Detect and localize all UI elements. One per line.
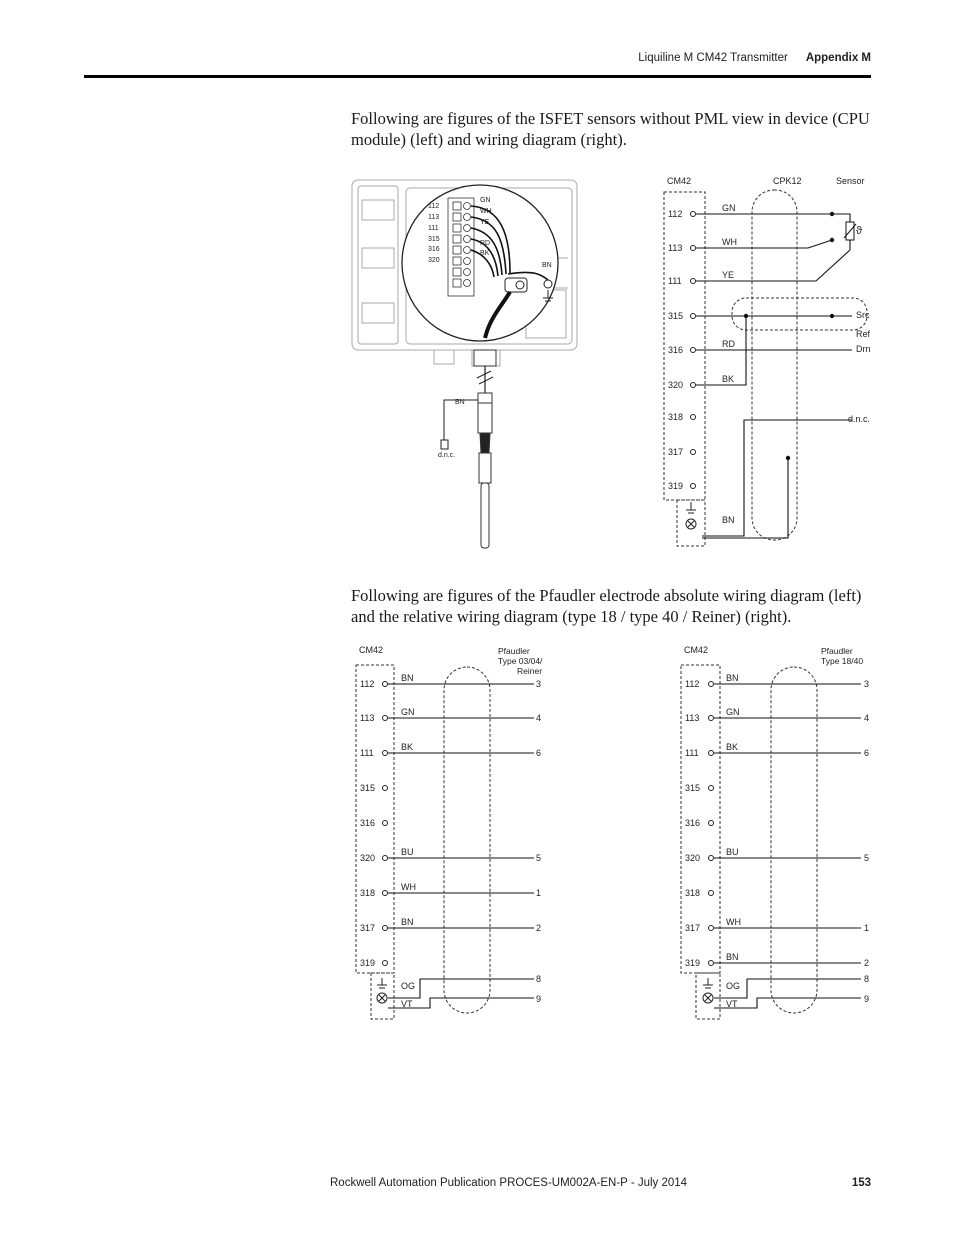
isfet-terminal-320: 320	[668, 380, 684, 390]
device-terminal-315: 315	[428, 236, 440, 243]
pfr-pin-8: 8	[864, 974, 870, 984]
pfr-wire-bu: BU	[726, 847, 739, 857]
pfa-terminal-315: 315	[360, 783, 376, 793]
pfa-pin-8: 8	[536, 974, 542, 984]
page-number: 153	[851, 1177, 871, 1189]
pfr-terminal-318: 318	[685, 888, 701, 898]
pfr-terminal-111: 111	[685, 748, 699, 758]
pfr-wire-gn: GN	[726, 707, 740, 717]
footer-publication: Rockwell Automation Publication PROCES-UM002A-EN-P - July 2014	[330, 1177, 688, 1189]
pfr-pin-3: 3	[864, 679, 870, 689]
pfa-ground-vt: VT	[401, 999, 413, 1009]
pfa-terminal-320: 320	[360, 853, 376, 863]
device-terminal-316: 316	[428, 246, 440, 253]
isfet-device-figure	[350, 178, 580, 558]
pfr-title-2: Type 18/40	[821, 656, 864, 666]
isfet-terminal-113: 113	[668, 243, 683, 253]
header-section: Liquiline M CM42 Transmitter	[638, 52, 788, 64]
pfa-title-3: Reiner	[517, 666, 543, 676]
pfr-pin-2: 2	[864, 958, 870, 968]
isfet-intro-paragraph: Following are figures of the ISFET sensors without PML view in device (CPU module) (left) and wiring diagram (right).	[351, 109, 870, 149]
isfet-ground-bn: BN	[722, 515, 735, 525]
pfa-pin-1: 1	[536, 888, 542, 898]
isfet-terminal-317: 317	[668, 447, 684, 457]
pfr-wire-wh: WH	[726, 917, 741, 927]
pfr-terminal-315: 315	[685, 783, 701, 793]
pfr-wire-bn: BN	[726, 673, 739, 683]
pfaudler-intro-paragraph: Following are figures of the Pfaudler electrode absolute wiring diagram (left) and the relative wiring diagram (type 18 / type 40 / Reiner) (right).	[351, 586, 862, 626]
pfa-wire-wh: WH	[401, 882, 416, 892]
pfa-terminal-319: 319	[360, 958, 376, 968]
device-terminal-111: 111	[428, 225, 439, 232]
isfet-signal-drn: Drn	[856, 344, 871, 354]
isfet-wire-gn: GN	[722, 203, 736, 213]
pfr-terminal-320: 320	[685, 853, 701, 863]
pfr-pin-1: 1	[864, 923, 870, 933]
pfr-terminal-112: 112	[685, 679, 700, 689]
pfa-pin-9: 9	[536, 994, 542, 1004]
pfa-ground-og: OG	[401, 981, 416, 991]
isfet-wire-wh: WH	[722, 237, 737, 247]
pfa-title-1: Pfaudler	[498, 646, 530, 656]
pfr-terminal-317: 317	[685, 923, 701, 933]
device-wire-gn: GN	[480, 197, 491, 204]
pfr-wire-bn2: BN	[726, 952, 739, 962]
device-terminal-113: 113	[428, 214, 440, 221]
pfa-title-2: Type 03/04/	[498, 656, 543, 666]
pfa-terminal-316: 316	[360, 818, 376, 828]
pfaudler-relative-diagram	[679, 642, 879, 1022]
pfa-pin-4: 4	[536, 713, 542, 723]
device-shield-bn: BN	[542, 262, 552, 269]
isfet-signal-src: Src	[856, 310, 870, 320]
device-wire-rd: RD	[480, 240, 491, 247]
pfa-wire-bu: BU	[401, 847, 414, 857]
isfet-wire-rd: RD	[722, 339, 735, 349]
isfet-signal-ref: Ref	[856, 329, 871, 339]
pfr-title-1: Pfaudler	[821, 646, 853, 656]
device-dnc: d.n.c.	[438, 452, 456, 459]
isfet-temp-symbol: ϑ	[856, 225, 863, 237]
isfet-sensor-label: Sensor	[836, 176, 865, 186]
isfet-terminal-111: 111	[668, 276, 682, 286]
pfa-wire-bn: BN	[401, 673, 414, 683]
pfa-pin-3: 3	[536, 679, 542, 689]
isfet-terminal-319: 319	[668, 481, 684, 491]
pfa-cm42-label: CM42	[359, 645, 384, 655]
pfa-wire-bk: BK	[401, 742, 414, 752]
header-appendix: Appendix M	[805, 52, 871, 64]
pfa-pin-2: 2	[536, 923, 542, 933]
pfa-terminal-113: 113	[360, 713, 375, 723]
device-terminal-112: 112	[428, 203, 440, 210]
pfr-wire-bk: BK	[726, 742, 739, 752]
isfet-terminal-315: 315	[668, 311, 684, 321]
isfet-wiring-diagram	[660, 172, 880, 552]
pfr-pin-4: 4	[864, 713, 870, 723]
pfa-wire-bn2: BN	[401, 917, 414, 927]
isfet-terminal-316: 316	[668, 345, 684, 355]
isfet-terminal-318: 318	[668, 412, 684, 422]
pfr-pin-6: 6	[864, 748, 870, 758]
pfr-ground-og: OG	[726, 981, 741, 991]
pfr-cm42-label: CM42	[684, 645, 709, 655]
pfa-wire-gn: GN	[401, 707, 415, 717]
pfr-terminal-316: 316	[685, 818, 701, 828]
pfr-pin-9: 9	[864, 994, 870, 1004]
pfr-pin-5: 5	[864, 853, 870, 863]
isfet-wire-bk: BK	[722, 374, 735, 384]
pfa-terminal-112: 112	[360, 679, 375, 689]
device-cable-bn: BN	[455, 399, 465, 406]
device-wire-bk: BK	[480, 250, 490, 257]
isfet-cm42-label: CM42	[667, 176, 692, 186]
pfr-ground-vt: VT	[726, 999, 738, 1009]
pfa-pin-5: 5	[536, 853, 542, 863]
isfet-cable-label: CPK12	[773, 176, 802, 186]
device-wire-wh: WH	[480, 208, 492, 215]
device-terminal-320: 320	[428, 257, 440, 264]
isfet-dnc: d.n.c.	[848, 414, 871, 424]
isfet-wire-ye: YE	[722, 270, 735, 280]
pfa-terminal-318: 318	[360, 888, 376, 898]
pfa-pin-6: 6	[536, 748, 542, 758]
pfaudler-absolute-diagram	[354, 642, 554, 1022]
header-rule	[84, 75, 871, 78]
isfet-terminal-112: 112	[668, 209, 683, 219]
pfa-terminal-317: 317	[360, 923, 376, 933]
running-header	[638, 52, 871, 64]
pfr-terminal-319: 319	[685, 958, 701, 968]
device-wire-ye: YE	[480, 219, 490, 226]
pfa-terminal-111: 111	[360, 748, 374, 758]
pfr-terminal-113: 113	[685, 713, 700, 723]
